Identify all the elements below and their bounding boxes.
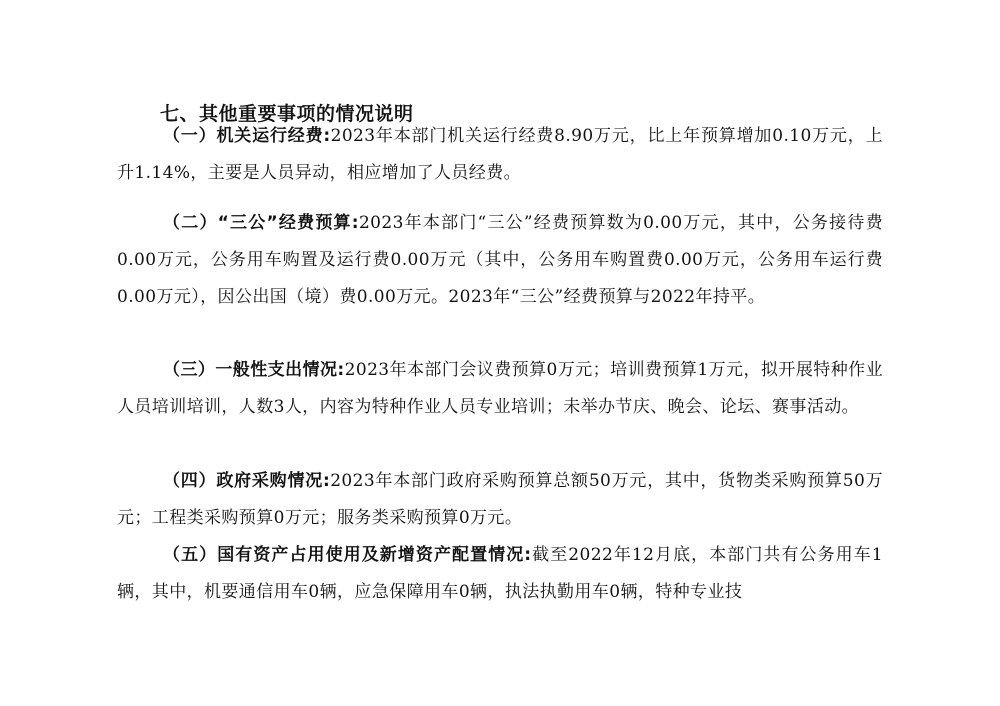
paragraph-general-expenditure bbox=[117, 352, 883, 426]
section-heading: 七、其他重要事项的情况说明 bbox=[160, 103, 414, 125]
paragraph-lead: （四）政府采购情况: bbox=[163, 471, 331, 491]
paragraph-lead: （三）一般性支出情况: bbox=[163, 360, 345, 380]
paragraph-three-public-expenses bbox=[117, 205, 883, 316]
paragraph-lead: （一）机关运行经费: bbox=[163, 126, 331, 146]
paragraph-government-procurement bbox=[117, 463, 883, 537]
paragraph-text: 2023年本部门政府采购预算总额50万元，其中，货物类采购预算50万元；工程类采购预算0万元；服务类采购预算0万元。 bbox=[117, 471, 883, 528]
paragraph-state-assets bbox=[117, 537, 883, 611]
paragraph-text: 截至2022年12月底，本部门共有公务用车1辆，其中，机要通信用车0辆，应急保障用车0辆，执法执勤用车0辆，特种专业技 bbox=[117, 545, 884, 602]
paragraph-text: 2023年本部门会议费预算0万元；培训费预算1万元，拟开展特种作业人员培训培训，人数3人，内容为特种作业人员专业培训；未举办节庆、晚会、论坛、赛事活动。 bbox=[117, 360, 883, 417]
paragraph-text: 2023年本部门“三公”经费预算数为0.00万元，其中，公务接待费0.00万元，公务用车购置及运行费0.00万元（其中，公务用车购置费0.00万元，公务用车运行费0.00万元），因公出国（境）费0.00万元。2023年“三公”经费预算与2022年持平。 bbox=[117, 213, 883, 307]
paragraph-text: 2023年本部门机关运行经费8.90万元，比上年预算增加0.10万元，上升1.14%，主要是人员异动，相应增加了人员经费。 bbox=[117, 126, 883, 183]
paragraph-lead: （二）“三公”经费预算: bbox=[163, 213, 359, 233]
paragraph-operating-expenses bbox=[117, 118, 883, 192]
paragraph-lead: （五）国有资产占用使用及新增资产配置情况: bbox=[163, 545, 532, 565]
